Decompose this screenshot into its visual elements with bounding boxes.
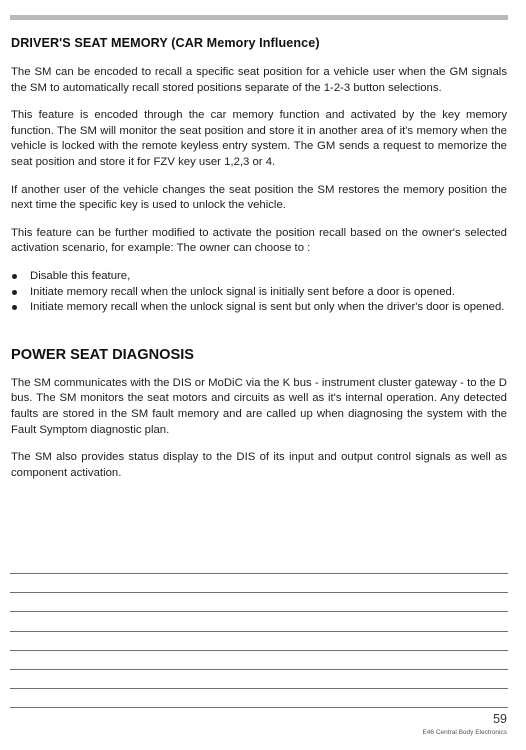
paragraph: The SM can be encoded to recall a specific seat position for a vehicle user when the GM signals the SM to automatically recall stored positions separate of the 1-2-3 button selections. (11, 66, 507, 94)
note-line (10, 669, 508, 670)
bullet-list (11, 269, 507, 316)
section-heading-seat-diagnosis: POWER SEAT DIAGNOSIS (11, 346, 194, 363)
paragraph: The SM also provides status display to the DIS of its input and output control signals as well as component activation. (11, 451, 507, 479)
bullet-icon (12, 274, 17, 279)
section-heading-seat-memory: DRIVER'S SEAT MEMORY (CAR Memory Influence) (11, 36, 320, 50)
note-line (10, 631, 508, 632)
list-item (11, 269, 507, 285)
page-number: 59 (493, 712, 507, 726)
list-item (11, 300, 507, 316)
paragraph: This feature is encoded through the car memory function and activated by the key memory function. The SM will monitor the seat position and store it in another area of it's memory when the vehicle is locked with the remote keyless entry system. The GM sends a request to memorize the seat position and store it for FZV key user 1,2,3 or 4. (11, 109, 507, 168)
note-line (10, 688, 508, 689)
list-item-text: Initiate memory recall when the unlock signal is initially sent before a door is opened. (30, 285, 455, 298)
note-line (10, 592, 508, 593)
note-line (10, 650, 508, 651)
top-rule (10, 15, 508, 20)
paragraph: The SM communicates with the DIS or MoDiC via the K bus - instrument cluster gateway - to the D bus. The SM monitors the seat motors and circuits as well as it's internal operation. Any detected faults are stored in the SM fault memory and are called up when diagnosing the system with the Fault Symptom diagnostic plan. (11, 376, 507, 436)
note-line (10, 707, 508, 708)
list-item (11, 285, 507, 301)
bullet-icon (12, 305, 17, 310)
page-content (11, 36, 507, 493)
list-item-text: Disable this feature, (30, 269, 131, 282)
paragraph: If another user of the vehicle changes the seat position the SM restores the memory position the next time the specific key is used to unlock the vehicle. (11, 183, 507, 212)
footer-label: E46 Central Body Electronics (422, 729, 507, 736)
note-line (10, 611, 508, 612)
list-item-text: Initiate memory recall when the unlock signal is sent but only when the driver's door is opened. (30, 301, 505, 314)
paragraph: This feature can be further modified to activate the position recall based on the owner's selected activation scenario, for example: The owner can choose to : (11, 226, 507, 255)
notes-lines (10, 573, 508, 727)
note-line (10, 573, 508, 574)
bullet-icon (12, 290, 17, 295)
